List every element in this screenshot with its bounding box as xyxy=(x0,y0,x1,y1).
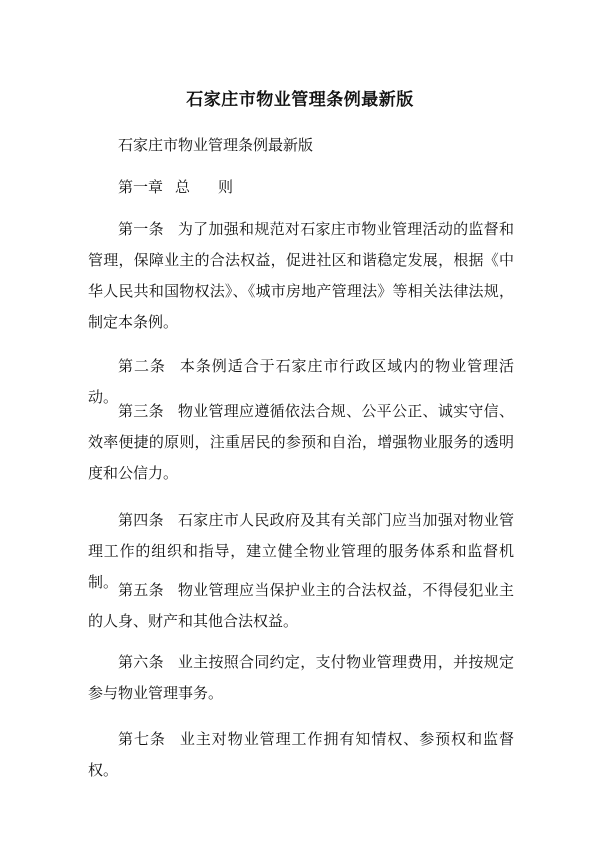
article-text: 本条例适合于石家庄市行政区域内的物业管理活动。 xyxy=(88,357,514,406)
article-label: 第六条 xyxy=(118,653,164,671)
article-text: 物业管理应遵循依法合规、公平公正、诚实守信、效率便捷的原则，注重居民的参预和自治，增强物业服务的透明度和公信力。 xyxy=(88,402,514,482)
article-6 xyxy=(88,647,514,709)
document-title: 石家庄市物业管理条例最新版 xyxy=(186,90,414,110)
article-label: 第七条 xyxy=(118,730,166,748)
article-text: 石家庄市人民政府及其有关部门应当加强对物业管理工作的组织和指导，建立健全物业管理的服务体系和监督机制。 xyxy=(88,511,514,591)
article-1 xyxy=(88,214,514,338)
article-text: 物业管理应当保护业主的合法权益，不得侵犯业主的人身、财产和其他合法权益。 xyxy=(88,581,514,630)
article-text: 业主按照合同约定，支付物业管理费用，并按规定参与物业管理事务。 xyxy=(88,653,514,702)
article-7 xyxy=(88,724,514,786)
chapter-name-part1: 总 xyxy=(175,178,191,196)
chapter-name-part2: 则 xyxy=(218,178,234,196)
chapter-number: 第一章 xyxy=(118,178,164,196)
chapter-heading xyxy=(88,172,514,203)
article-text: 业主对物业管理工作拥有知情权、参预权和监督权。 xyxy=(88,730,514,779)
article-label: 第二条 xyxy=(118,357,166,375)
article-3 xyxy=(88,396,514,489)
article-label: 第一条 xyxy=(118,220,164,238)
article-5 xyxy=(88,575,514,637)
document-subtitle: 石家庄市物业管理条例最新版 xyxy=(118,136,314,154)
article-label: 第三条 xyxy=(118,402,164,420)
article-text: 为了加强和规范对石家庄市物业管理活动的监督和管理，保障业主的合法权益，促进社区和谐稳定发展，根据《中华人民共和国物权法》、《城市房地产管理法》等相关法律法规，制定本条例。 xyxy=(88,220,514,331)
article-label: 第五条 xyxy=(118,581,164,599)
article-label: 第四条 xyxy=(118,511,164,529)
